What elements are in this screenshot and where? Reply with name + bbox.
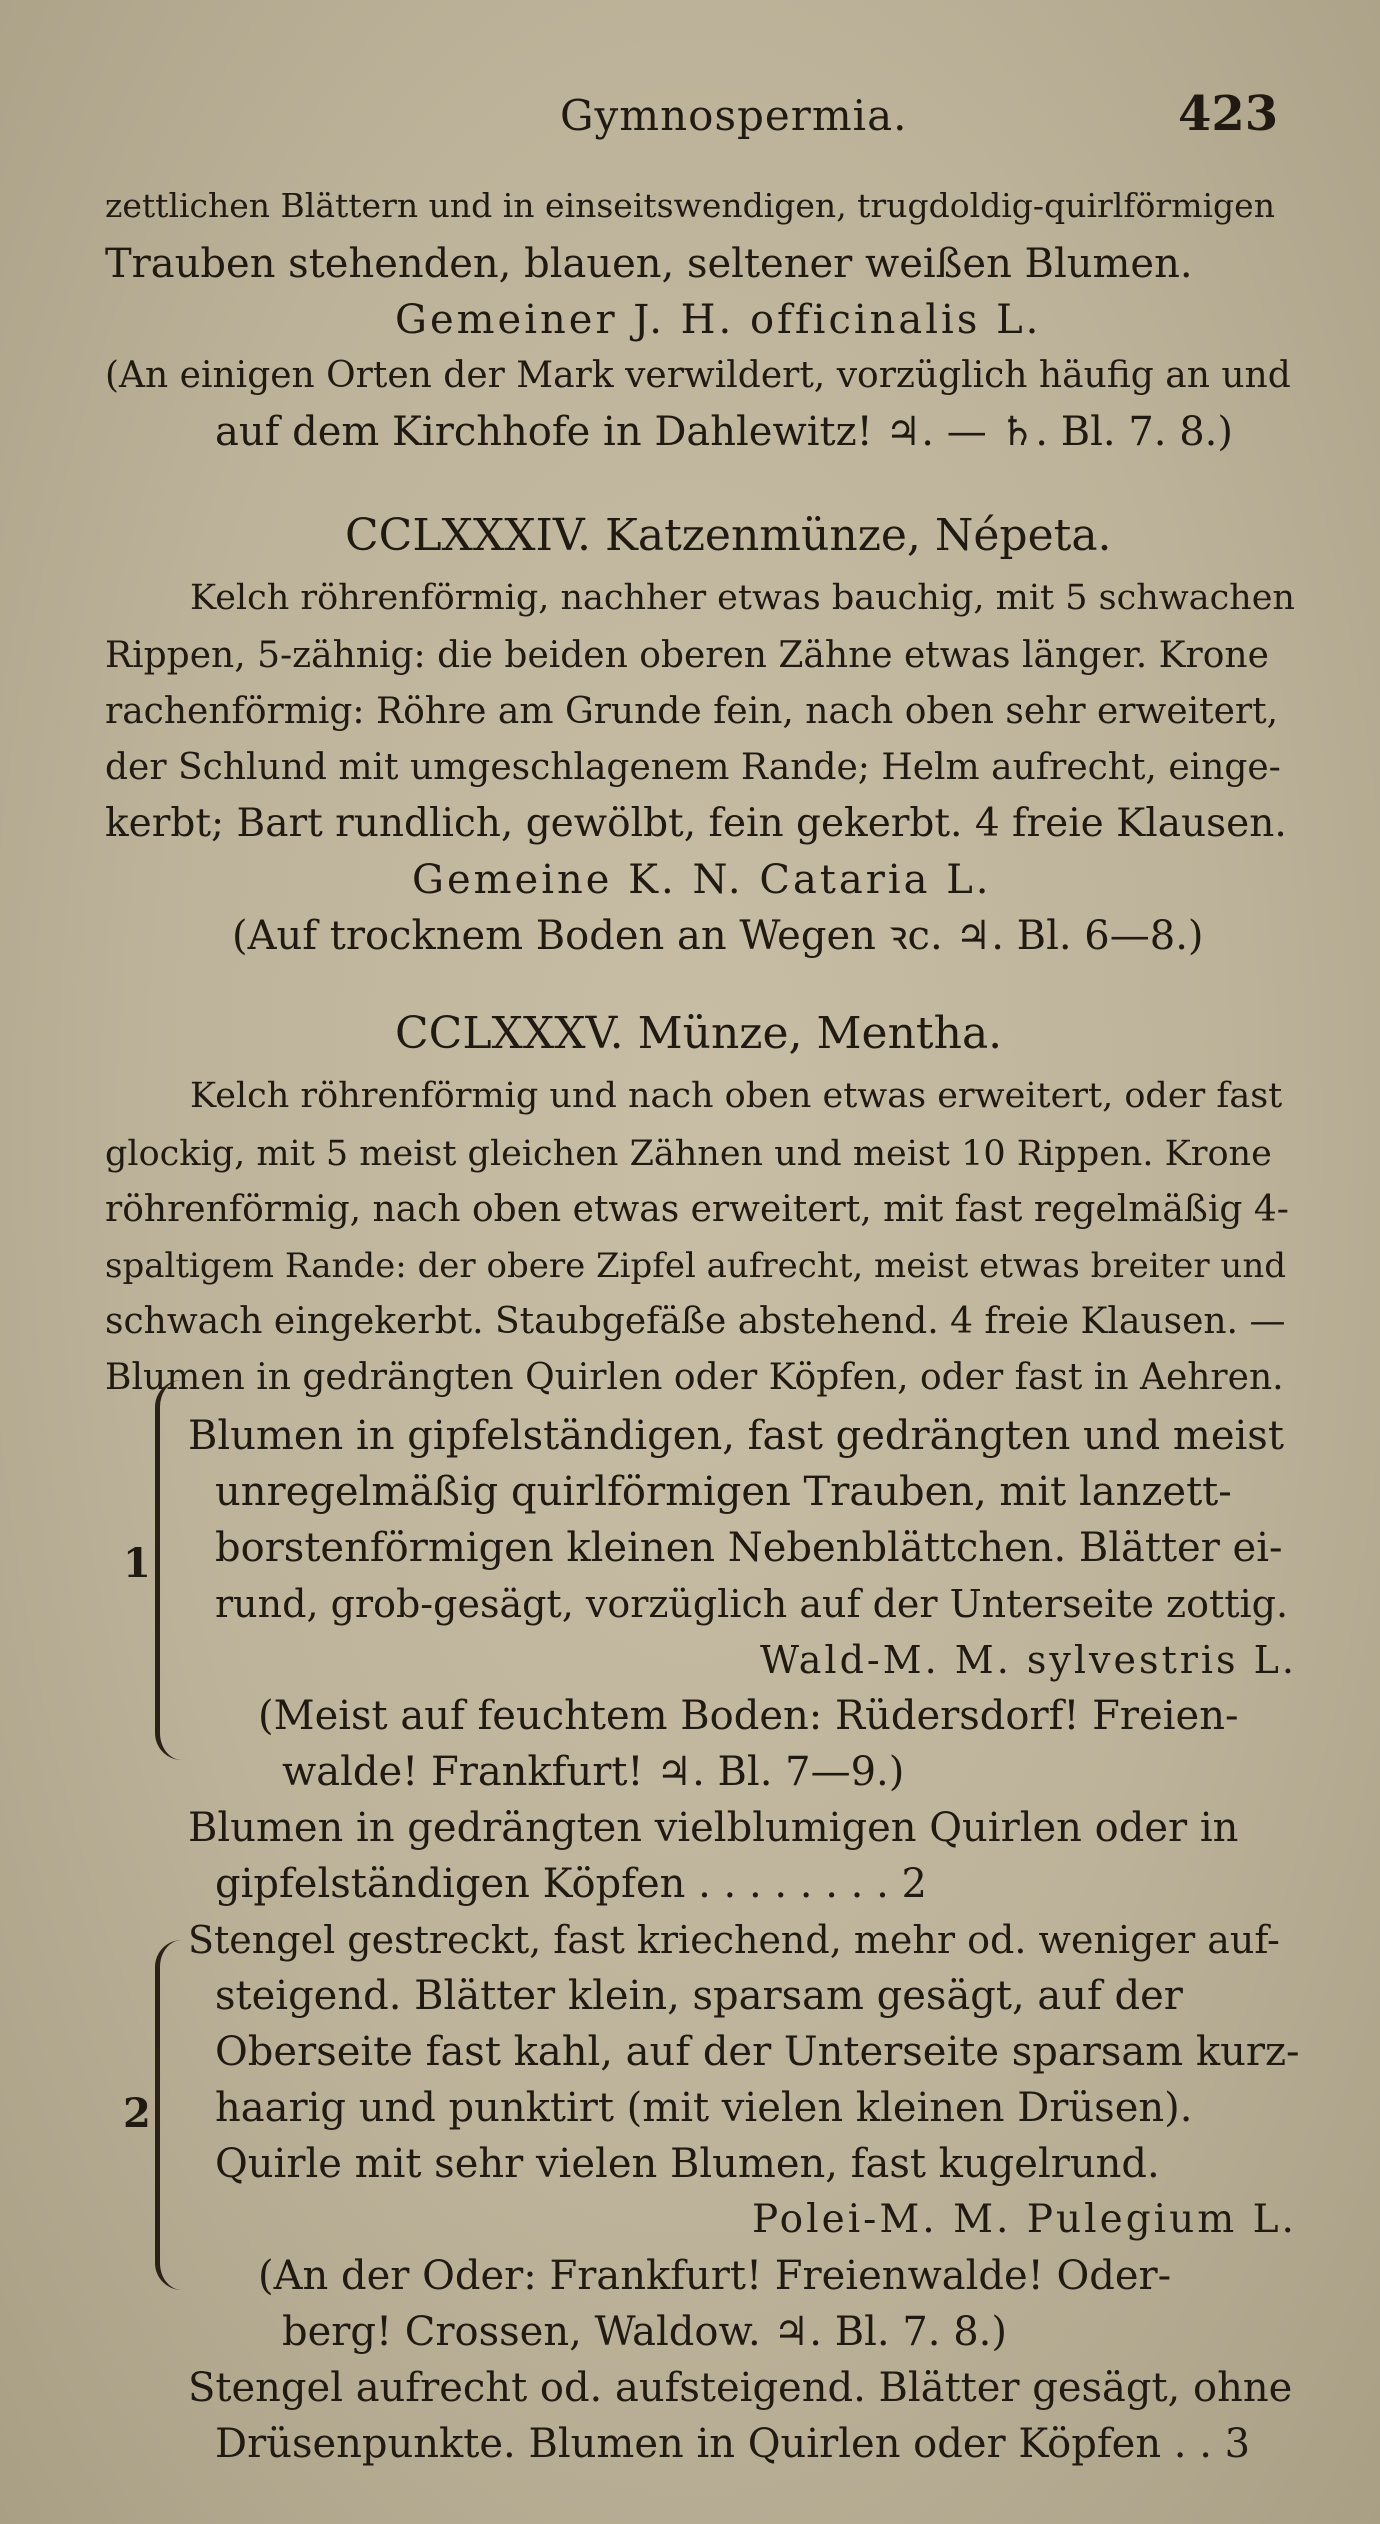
- text-line: Blumen in gedrängten Quirlen oder Köpfen, oder fast in Aehren.: [105, 1357, 1284, 1398]
- text-line: kerbt; Bart rundlich, gewölbt, fein gekerbt. 4 freie Klausen.: [105, 801, 1287, 846]
- key-brace-2: [155, 1940, 182, 2290]
- text-line: auf dem Kirchhofe in Dahlewitz! ♃. — ♄. Bl. 7. 8.): [215, 409, 1233, 455]
- key-line: (Meist auf feuchtem Boden: Rüdersdorf! Freien-: [258, 1693, 1239, 1739]
- text-line: Rippen, 5-zähnig: die beiden oberen Zähne etwas länger. Krone: [105, 635, 1269, 676]
- text-line: spaltigem Rande: der obere Zipfel aufrecht, meist etwas breiter und: [105, 1246, 1286, 1286]
- key-line: gipfelständigen Köpfen . . . . . . . . 2: [215, 1861, 927, 1907]
- text-line: zettlichen Blättern und in einseitswendigen, trugdoldig-quirlförmigen: [105, 186, 1275, 225]
- genus-heading: CCLXXXIV. Katzenmünze, Népeta.: [345, 510, 1112, 561]
- text-line: röhrenförmig, nach oben etwas erweitert, mit fast regelmäßig 4-: [105, 1189, 1289, 1230]
- species-name: Gemeine K. N. Cataria L.: [412, 857, 992, 903]
- key-line: (An der Oder: Frankfurt! Freienwalde! Oder-: [258, 2253, 1172, 2299]
- key-line: berg! Crossen, Waldow. ♃. Bl. 7. 8.): [282, 2309, 1007, 2355]
- text-line: Kelch röhrenförmig, nachher etwas bauchig, mit 5 schwachen: [190, 578, 1295, 618]
- species-name: Wald-M. M. sylvestris L.: [760, 1638, 1297, 1682]
- key-line: steigend. Blätter klein, sparsam gesägt, auf der: [215, 1973, 1183, 2019]
- page-number: 423: [1178, 86, 1279, 142]
- species-name: Polei-M. M. Pulegium L.: [752, 2197, 1297, 2242]
- key-line: rund, grob-gesägt, vorzüglich auf der Unterseite zottig.: [215, 1582, 1289, 1626]
- text-line: (An einigen Orten der Mark verwildert, vorzüglich häufig an und: [105, 355, 1291, 396]
- text-line: rachenförmig: Röhre am Grunde fein, nach oben sehr erweitert,: [105, 691, 1279, 732]
- text-line: (Auf trocknem Boden an Wegen ꝛc. ♃. Bl. 6—8.): [232, 913, 1204, 959]
- key-line: Stengel gestreckt, fast kriechend, mehr od. weniger auf-: [188, 1918, 1280, 1962]
- species-name: Gemeiner J. H. officinalis L.: [395, 297, 1042, 343]
- key-line: borstenförmigen kleinen Nebenblättchen. Blätter ei-: [215, 1525, 1283, 1571]
- text-line: schwach eingekerbt. Staubgefäße abstehend. 4 freie Klausen. —: [105, 1301, 1286, 1342]
- text-line: Trauben stehenden, blauen, seltener weißen Blumen.: [105, 241, 1193, 287]
- key-line: unregelmäßig quirlförmigen Trauben, mit lanzett-: [215, 1469, 1232, 1515]
- text-line: glockig, mit 5 meist gleichen Zähnen und meist 10 Rippen. Krone: [105, 1134, 1272, 1174]
- key-line: Drüsenpunkte. Blumen in Quirlen oder Köpfen . . 3: [215, 2421, 1251, 2467]
- text-line: Kelch röhrenförmig und nach oben etwas erweitert, oder fast: [190, 1076, 1283, 1116]
- key-line: Blumen in gipfelständigen, fast gedrängten und meist: [188, 1413, 1284, 1459]
- key-line: walde! Frankfurt! ♃. Bl. 7—9.): [282, 1749, 905, 1795]
- key-number: 1: [123, 1540, 151, 1587]
- key-brace-1: [155, 1380, 182, 1760]
- key-line: Oberseite fast kahl, auf der Unterseite sparsam kurz-: [215, 2029, 1300, 2075]
- key-line: Blumen in gedrängten vielblumigen Quirlen oder in: [188, 1805, 1239, 1851]
- key-line: Quirle mit sehr vielen Blumen, fast kugelrund.: [215, 2141, 1160, 2187]
- key-number: 2: [123, 2090, 151, 2137]
- key-line: haarig und punktirt (mit vielen kleinen Drüsen).: [215, 2085, 1193, 2131]
- key-line: Stengel aufrecht od. aufsteigend. Blätter gesägt, ohne: [188, 2365, 1293, 2411]
- genus-heading: CCLXXXV. Münze, Mentha.: [395, 1008, 1003, 1059]
- text-line: der Schlund mit umgeschlagenem Rande; Helm aufrecht, einge-: [105, 747, 1281, 788]
- running-head: Gymnospermia.: [560, 91, 908, 140]
